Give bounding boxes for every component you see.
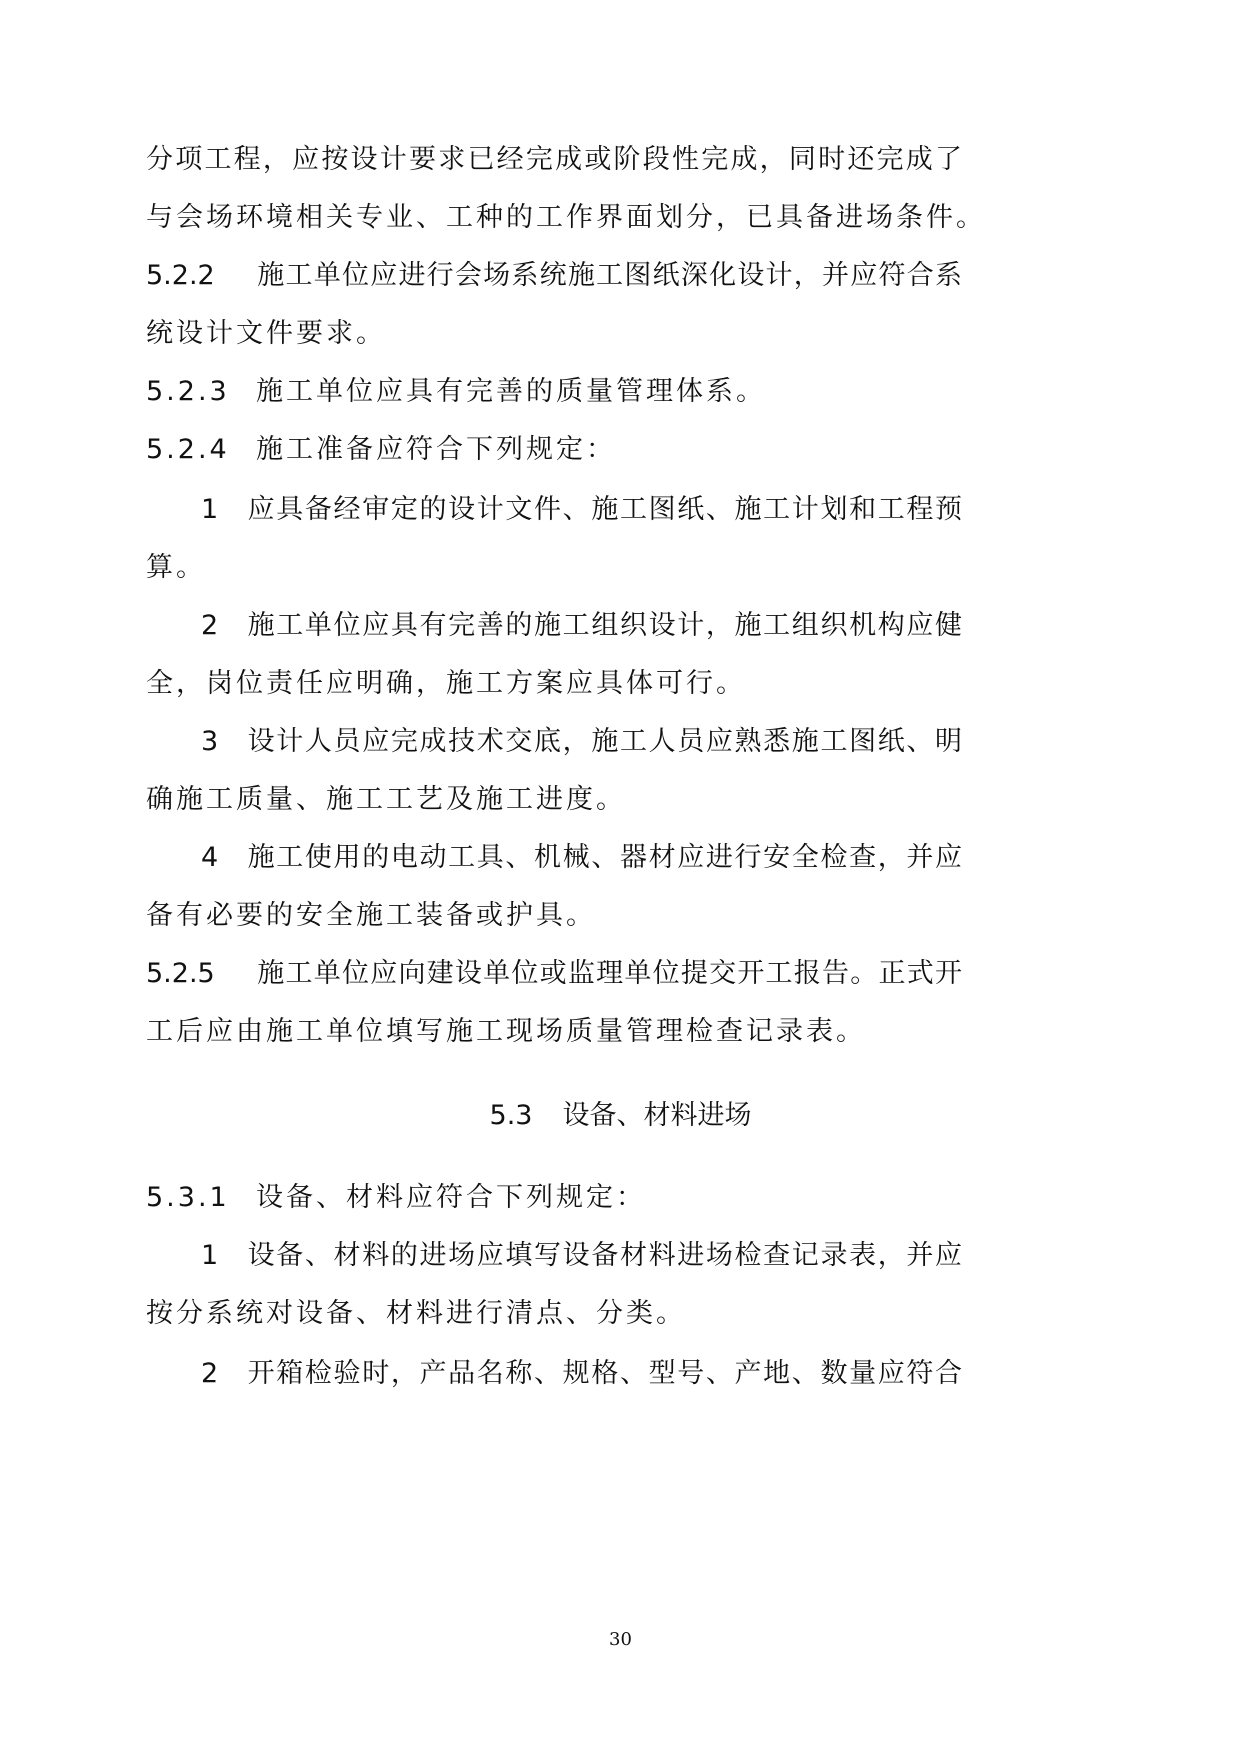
clause-5-3-1: [146, 1178, 646, 1218]
clause-5-2-3: [146, 372, 766, 412]
body-text-line: 分项工程，应按设计要求已经完成或阶段性完成，同时还完成了: [146, 144, 962, 175]
item-text: 开箱检验时，产品名称、规格、型号、产地、数量应符合: [246, 1358, 962, 1389]
section-number: 5.3: [489, 1100, 533, 1131]
body-text-line: 与会场环境相关专业、工种的工作界面划分，已具备进场条件。: [146, 202, 986, 233]
list-item: [201, 722, 962, 762]
item-number: 4: [201, 842, 219, 873]
item-number: 3: [201, 726, 219, 757]
list-item: [201, 1236, 962, 1276]
item-number: 1: [201, 1240, 219, 1271]
item-text: 施工单位应具有完善的施工组织设计，施工组织机构应健: [246, 610, 962, 641]
page-number: 30: [609, 1629, 632, 1650]
clause-number: 5.2.4: [146, 434, 230, 465]
item-number: 2: [201, 1358, 219, 1389]
clause-number: 5.2.2: [146, 260, 215, 291]
body-text-line: 算。: [146, 552, 206, 583]
clause-text: 施工单位应向建设单位或监理单位提交开工报告。正式开: [256, 958, 962, 989]
clause-number: 5.2.5: [146, 958, 215, 989]
item-text: 应具备经审定的设计文件、施工图纸、施工计划和工程预: [246, 494, 962, 525]
clause-text: 施工单位应进行会场系统施工图纸深化设计，并应符合系: [256, 260, 962, 291]
clause-text: 施工单位应具有完善的质量管理体系。: [256, 376, 766, 407]
item-number: 1: [201, 494, 219, 525]
list-item: [201, 838, 962, 878]
item-text: 设计人员应完成技术交底，施工人员应熟悉施工图纸、明: [246, 726, 962, 757]
clause-5-2-2: [146, 256, 962, 296]
clause-5-2-4: [146, 430, 616, 470]
clause-5-2-5: [146, 954, 962, 994]
list-item: [201, 606, 962, 646]
body-text-line: 确施工质量、施工工艺及施工进度。: [146, 784, 626, 815]
section-title: 设备、材料进场: [562, 1100, 752, 1131]
list-item: [201, 1354, 962, 1394]
item-number: 2: [201, 610, 219, 641]
clause-text: 设备、材料应符合下列规定：: [256, 1182, 646, 1213]
item-text: 设备、材料的进场应填写设备材料进场检查记录表，并应: [246, 1240, 962, 1271]
body-text-line: 备有必要的安全施工装备或护具。: [146, 900, 596, 931]
clause-number: 5.2.3: [146, 376, 230, 407]
item-text: 施工使用的电动工具、机械、器材应进行安全检查，并应: [246, 842, 962, 873]
clause-text: 施工准备应符合下列规定：: [256, 434, 616, 465]
list-item: [201, 490, 962, 530]
section-heading: [0, 1096, 1241, 1136]
body-text-line: 按分系统对设备、材料进行清点、分类。: [146, 1298, 686, 1329]
body-text-line: 工后应由施工单位填写施工现场质量管理检查记录表。: [146, 1016, 866, 1047]
clause-number: 5.3.1: [146, 1182, 230, 1213]
body-text-line: 全，岗位责任应明确，施工方案应具体可行。: [146, 668, 746, 699]
body-text-line: 统设计文件要求。: [146, 318, 386, 349]
